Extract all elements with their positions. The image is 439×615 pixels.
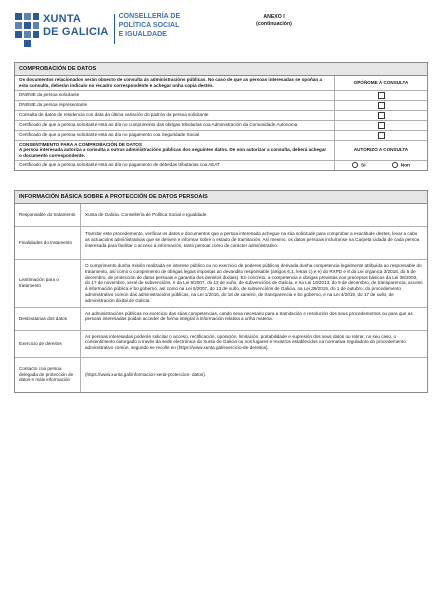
consult-item: Consulta de datos de residencia con data da última variación do padrón da persoa solicitante	[15, 111, 335, 120]
data-check-title: COMPROBACIÓN DE DATOS	[15, 63, 427, 76]
data-protection-title: INFORMACIÓN BÁSICA SOBRE A PROTECCIÓN DE DATOS PERSOAIS	[15, 191, 427, 204]
yes-label: SI	[361, 163, 366, 169]
consult-item: DNI/NIE da persoa representante	[15, 101, 335, 110]
table-row	[15, 131, 427, 141]
aeat-item: Certificado de que a persoa solicitante está ao día no pagamento de débedas tributarias coa AEAT	[15, 161, 335, 170]
xunta-emblem-icon	[14, 12, 40, 48]
privacy-text: (https://www.xunta.gal/informacion-xeral-proteccion- datos).	[85, 371, 207, 377]
consult-item: DNI/NIE da persoa solicitante	[15, 91, 335, 100]
privacy-label: Destinatarias dos datos	[15, 308, 81, 330]
privacy-label: Contacto coa persoa delegada de protección de datos e máis información	[15, 358, 81, 392]
xunta-logo	[14, 12, 194, 52]
privacy-text: Xunta de Galicia. Consellería de Política Social e Igualdade.	[85, 212, 208, 218]
table-row	[15, 101, 427, 111]
privacy-text: O cumprimento dunha misión realizada en interese público ou no exercicio de poderes públicos derivada dunha competencia legalmente atribuída ao responsable do tratamento, así como o cumprimento de obrigas legais impostas ao devandito responsable (artigos 6.1, letras c) e e) do RXPD e 8 da Lei orgánica 3/2018, do 5 de decembro, de protección de datos persoais e garantía dos dereitos dixitais). En concreto, a competencia e obrigas previstas nos preceptos básicos da Lei 38/2003, do 17 de novembro, xeral de subvencións, e da Lei 9/2007, do 13 de xuño, de subvencións de Galicia, e na Lei 19/2013, do 9 de decembro, de transparencia, acceso á información pública e bo goberno, así como na Lei 9/2007, do 13 de xuño, de subvencións de Galicia, na Lei 39/2015, do 1 de outubro, do procedemento administrativo común das administracións públicas, na Lei 1/2016, do 18 de xaneiro, de transparencia e bo goberno, e na Lei 4/2019, do 17 de xullo, de administración dixital de Galicia.	[85, 263, 423, 303]
data-protection-table	[14, 190, 428, 393]
table-row	[15, 91, 427, 101]
privacy-label: Lexitimación para o tratamento	[15, 260, 81, 307]
no-label: Non	[400, 163, 410, 169]
privacy-label: Exercicio de dereitos	[15, 331, 81, 357]
dept-line-3: E IGUALDADE	[118, 31, 167, 38]
logo-divider	[114, 14, 115, 44]
privacy-text: As administracións públicas no exercicio das súas competencias, cando sexa necesario para a tramitación e resolución dos seus procedementos ou para que as persoas interesadas poidan acceder de forma integral á información relativa a unha materia.	[85, 310, 413, 322]
logo-line-2: DE GALICIA	[43, 26, 109, 38]
data-check-table	[14, 62, 428, 171]
table-row	[15, 331, 427, 358]
consult-item: Certificado de que a persoa solicitante está ao día no cumprimento das obrigas tributarias coa Administración da Comunidade Autónoma	[15, 121, 335, 130]
authorize-yes-option[interactable]	[352, 162, 366, 169]
table-row	[15, 204, 427, 227]
consult-item: Certificado de que a persoa solicitante está ao día no pagamento coa Seguridade Social	[15, 131, 335, 140]
annex-heading	[214, 14, 334, 28]
authorize-header: AUTORIZO A CONSULTA	[353, 147, 409, 153]
annex-title: ANEXO I	[263, 14, 285, 20]
authorize-title: CONSENTIMENTO PARA A COMPROBACIÓN DE DATOS	[19, 141, 142, 147]
data-check-intro-row	[15, 76, 427, 91]
table-row	[15, 227, 427, 260]
document-header	[14, 12, 424, 52]
radio-yes[interactable]	[352, 162, 358, 168]
data-check-intro: Os documentos relacionados serán obxecto de consulta ás administracións públicas. No caso de que as persoas interesadas se opoñan a esta consulta, deberán indicalo no recadro correspondente e achegar unha copia destes.	[15, 76, 335, 90]
dept-line-1: CONSELLERÍA DE	[118, 13, 181, 20]
oppose-checkbox[interactable]	[378, 92, 385, 99]
table-row	[15, 308, 427, 331]
table-row	[15, 161, 427, 170]
privacy-label: Responsable do tratamento	[15, 204, 81, 226]
table-row	[15, 358, 427, 392]
oppose-checkbox[interactable]	[378, 112, 385, 119]
authorize-text: A persoa interesada autoriza a consulta a outras administracións públicas dos seguintes datos. De non autorizar a consulta, deberá achegar o documento correspondente.	[19, 147, 327, 159]
oppose-checkbox[interactable]	[378, 122, 385, 129]
oppose-checkbox[interactable]	[378, 102, 385, 109]
authorize-no-option[interactable]	[392, 162, 410, 169]
oppose-header: OPÓÑOME Á CONSULTA	[353, 79, 409, 85]
authorize-header-row	[15, 141, 427, 161]
oppose-checkbox[interactable]	[378, 132, 385, 139]
table-row	[15, 121, 427, 131]
radio-no[interactable]	[392, 162, 398, 168]
privacy-text: As persoas interesadas poderán solicitar o acceso, rectificación, oposición, limitación, portabilidade e supresión dos seus datos ou retirar, no seu caso, o consentimento outorgado a través da sede electrónica da Xunta de Galicia ou nos lugares e rexistros establecidos na normativa reguladora do procedemento administrativo común, segundo se recolle en (https://www.xunta.gal/exercicio-de-dereitos).	[85, 333, 406, 351]
logo-line-1: XUNTA	[43, 13, 82, 25]
table-row	[15, 111, 427, 121]
privacy-label: Finalidades do tratamento	[15, 227, 81, 259]
privacy-text: Tramitar este procedemento, verificar os datos e documentos que a persoa interesada achegue na súa solicitude para comprobar a exactitude destes, levar a cabo as actuacións administrativas que se deriven e informar sobre o estado de tramitación. Así mesmo, os datos persoais incluíranse na Carpeta cidadá de cada persoa interesada para facilitar o acceso á información, tanto persoal como de carácter administrativo.	[85, 231, 420, 248]
dept-line-2: POLÍTICA SOCIAL	[118, 22, 180, 29]
table-row	[15, 260, 427, 308]
annex-subtitle: (continuación)	[256, 21, 292, 27]
